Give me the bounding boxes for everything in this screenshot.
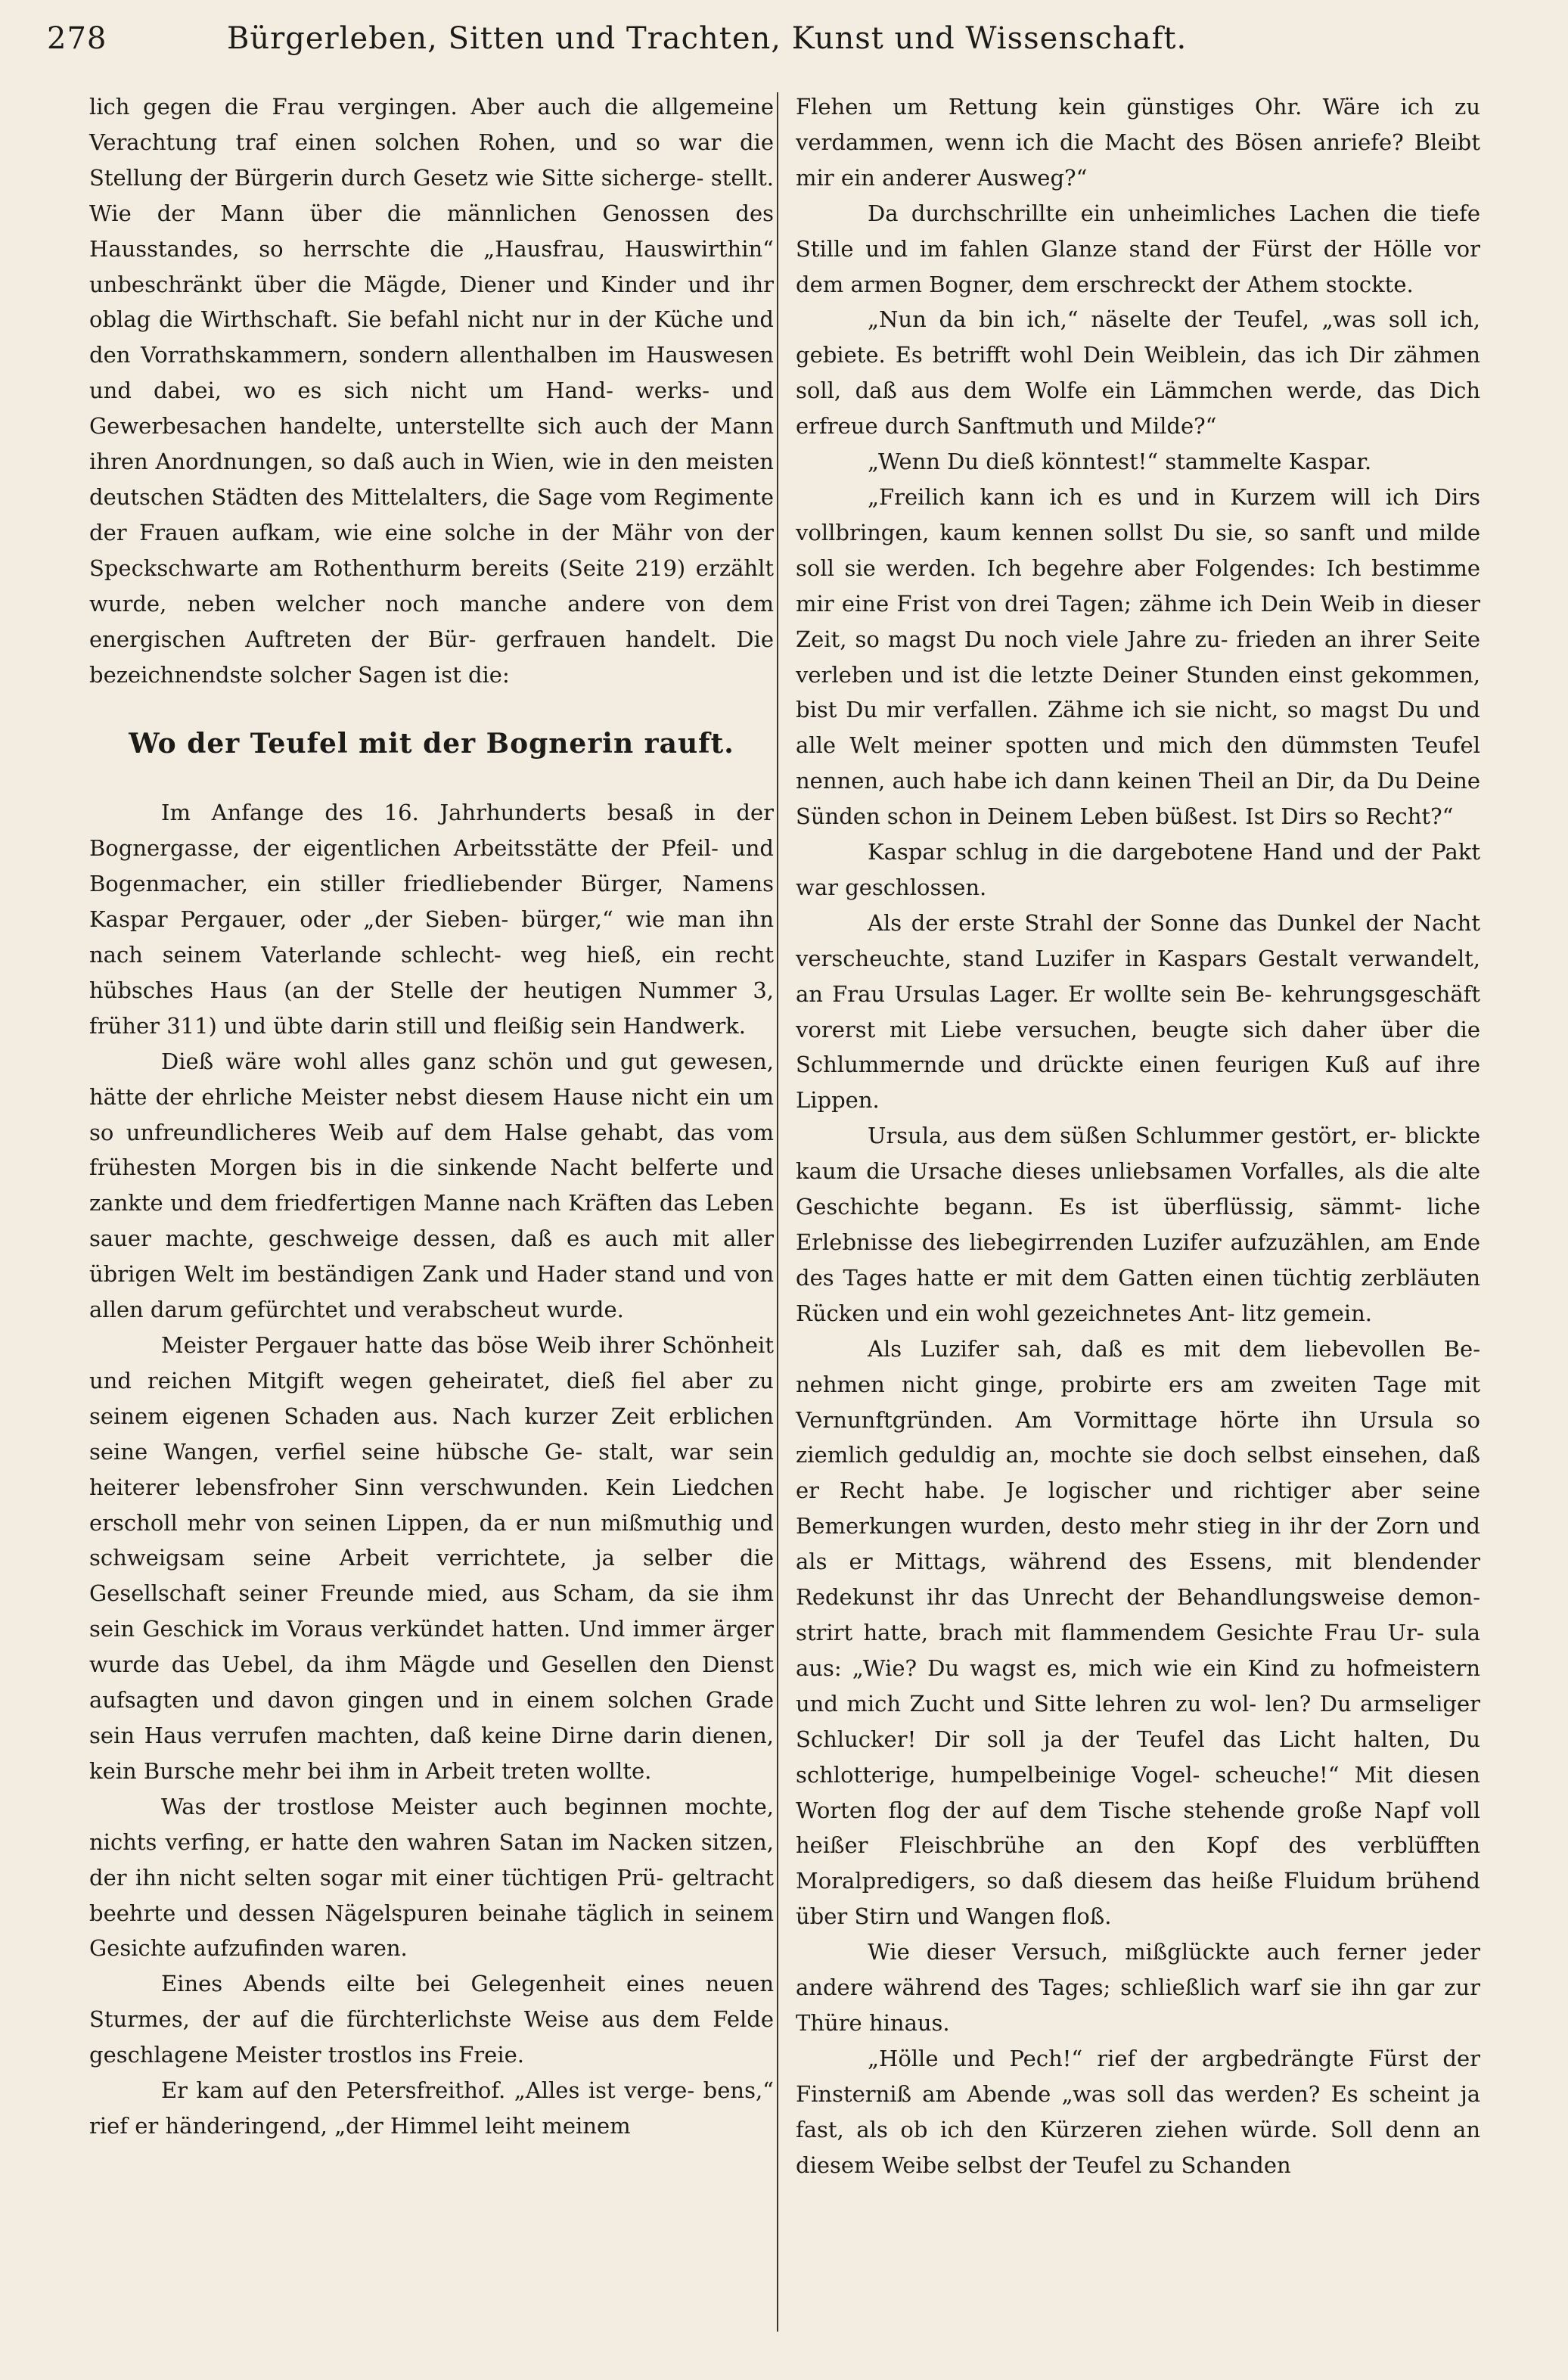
paragraph: Als Luzifer sah, daß es mit dem liebevollen Be- nehmen nicht ginge, probirte ers am zweiten Tage mit Vernunftgründen. Am Vormittage hörte ihn Ursula so ziemlich geduldig an, mochte sie doch selbst einsehen, daß er Recht habe. Je logischer und richtiger aber seine Bemerkungen wurden, desto mehr stieg in ihr der Zorn und als er Mittags, während des Essens, mit blendender Redekunst ihr das Unrecht der Behandlungsweise demon- strirt hatte, brach mit flammendem Gesichte Frau Ur- sula aus: „Wie? Du wagst es, mich wie ein Kind zu hofmeistern und mich Zucht und Sitte lehren zu wol- len? Du armseliger Schlucker! Dir soll ja der Teufel das Licht halten, Du schlotterige, humpelbeinige Vogel- scheuche!“ Mit diesen Worten flog der auf dem Tische stehende große Napf voll heißer Fleischbrühe an den Kopf des verblüfften Moralpredigers, so daß diesem das heiße Fluidum brühend über Stirn und Wangen floß. bbox=[796, 1335, 1480, 1930]
paragraph: Eines Abends eilte bei Gelegenheit eines neuen Sturmes, der auf die fürchterlichste Weise aus dem Felde geschlagene Meister trostlos ins Freie. bbox=[89, 1971, 774, 2068]
paragraph: „Nun da bin ich,“ näselte der Teufel, „was soll ich, gebiete. Es betrifft wohl Dein Weiblein, das ich Dir zähmen soll, daß aus dem Wolfe ein Lämmchen werde, das Dich erfreue durch Sanftmuth und Milde?“ bbox=[796, 306, 1480, 440]
paragraph: Wie dieser Versuch, mißglückte auch ferner jeder andere während des Tages; schließlich warf sie ihn gar zur Thüre hinaus. bbox=[796, 1939, 1480, 2036]
paragraph: Im Anfange des 16. Jahrhunderts besaß in der Bognergasse, der eigentlichen Arbeitsstätte der Pfeil- und Bogenmacher, ein stiller friedliebender Bürger, Namens Kaspar Pergauer, oder „der Sieben- bürger,“ wie man ihn nach seinem Vaterlande schlecht- weg hieß, ein recht hübsches Haus (an der Stelle der heutigen Nummer 3, früher 311) und übte darin still und fleißig sein Handwerk. bbox=[89, 800, 774, 1039]
paragraph: Als der erste Strahl der Sonne das Dunkel der Nacht verscheuchte, stand Luzifer in Kaspars Gestalt verwandelt, an Frau Ursulas Lager. Er wollte sein Be- kehrungsgeschäft vorerst mit Liebe versuchen, beugte sich daher über die Schlummernde und drückte einen feurigen Kuß auf ihre Lippen. bbox=[796, 909, 1480, 1114]
paragraph: „Wenn Du dieß könntest!“ stammelte Kaspar. bbox=[868, 449, 1372, 475]
paragraph: „Hölle und Pech!“ rief der argbedrängte Fürst der Finsterniß am Abende „was soll das werden? Es scheint ja fast, als ob ich den Kürzeren ziehen würde. Soll denn an diesem Weibe selbst der Teufel zu Schanden bbox=[796, 2045, 1480, 2178]
left-column bbox=[89, 89, 774, 2144]
paragraph: Meister Pergauer hatte das böse Weib ihrer Schönheit und reichen Mitgift wegen geheiratet, dieß fiel aber zu seinem eigenen Schaden aus. Nach kurzer Zeit erblichen seine Wangen, verfiel seine hübsche Ge- stalt, war sein heiterer lebensfroher Sinn verschwunden. Kein Liedchen erscholl mehr von seinen Lippen, da er nun mißmuthig und schweigsam seine Arbeit verrichtete, ja selber die Gesellschaft seiner Freunde mied, aus Scham, da sie ihm sein Geschick im Voraus verkündet hatten. Und immer ärger wurde das Uebel, da ihm Mägde und Gesellen den Dienst aufsagten und davon gingen und in einem solchen Grade sein Haus verrufen machten, daß keine Dirne darin dienen, kein Bursche mehr bei ihm in Arbeit treten wollte. bbox=[89, 1332, 774, 1784]
paragraph: Er kam auf den Petersfreithof. „Alles ist verge- bens,“ rief er händeringend, „der Himmel leiht meinem bbox=[89, 2077, 774, 2139]
paragraph: Da durchschrillte ein unheimliches Lachen die tiefe Stille und im fahlen Glanze stand der Fürst der Hölle vor dem armen Bogner, dem erschreckt der Athem stockte. bbox=[796, 200, 1480, 297]
paragraph: Was der trostlose Meister auch beginnen mochte, nichts verfing, er hatte den wahren Satan im Nacken sitzen, der ihn nicht selten sogar mit einer tüchtigen Prü- geltracht beehrte und dessen Nägelspuren beinahe täglich in seinem Gesichte aufzufinden waren. bbox=[89, 1793, 774, 1962]
column-rule bbox=[777, 92, 778, 2332]
paragraph: Kaspar schlug in die dargebotene Hand und der Pakt war geschlossen. bbox=[796, 839, 1480, 900]
section-title: Wo der Teufel mit der Bognerin rauft. bbox=[129, 728, 734, 760]
page-number: 278 bbox=[47, 21, 107, 56]
running-head: Bürgerleben, Sitten und Trachten, Kunst und Wissenschaft. bbox=[227, 21, 1188, 56]
paragraph: Dieß wäre wohl alles ganz schön und gut gewesen, hätte der ehrliche Meister nebst diesem Hause nicht ein um so unfreundlicheres Weib auf dem Halse gehabt, das vom frühesten Morgen bis in die sinkende Nacht belferte und zankte und dem friedfertigen Manne nach Kräften das Leben sauer machte, geschweige dessen, daß es auch mit aller übrigen Welt im beständigen Zank und Hader stand und von allen darum gefürchtet und verabscheut wurde. bbox=[89, 1048, 774, 1323]
right-column bbox=[796, 89, 1480, 2183]
paragraph: lich gegen die Frau vergingen. Aber auch die allgemeine Verachtung traf einen solchen Rohen, und so war die Stellung der Bürgerin durch Gesetz wie Sitte sicherge- stellt. Wie der Mann über die männlichen Genossen des Hausstandes, so herrschte die „Hausfrau, Hauswirthin“ unbeschränkt über die Mägde, Diener und Kinder und ihr oblag die Wirthschaft. Sie befahl nicht nur in der Küche und den Vorrathskammern, sondern allenthalben im Hauswesen und dabei, wo es sich nicht um Hand- werks- und Gewerbesachen handelte, unterstellte sich auch der Mann ihren Anordnungen, so daß auch in Wien, wie in den meisten deutschen Städten des Mittelalters, die Sage vom Regimente der Frauen aufkam, wie eine solche in der Mähr von der Speckschwarte am Rothenthurm bereits (Seite 219) erzählt wurde, neben welcher noch manche andere von dem energischen Auftreten der Bür- gerfrauen handelt. Die bezeichnendste solcher Sagen ist die: bbox=[89, 94, 774, 688]
paragraph: Ursula, aus dem süßen Schlummer gestört, er- blickte kaum die Ursache dieses unliebsamen Vorfalles, als die alte Geschichte begann. Es ist überflüssig, sämmt- liche Erlebnisse des liebegirrenden Luzifer aufzuzählen, am Ende des Tages hatte er mit dem Gatten einen tüchtig zerbläuten Rücken und ein wohl gezeichnetes Ant- litz gemein. bbox=[796, 1123, 1480, 1326]
paragraph: Flehen um Rettung kein günstiges Ohr. Wäre ich zu verdammen, wenn ich die Macht des Bösen anriefe? Bleibt mir ein anderer Ausweg?“ bbox=[796, 94, 1480, 191]
paragraph: „Freilich kann ich es und in Kurzem will ich Dirs vollbringen, kaum kennen sollst Du sie, so sanft und milde soll sie werden. Ich begehre aber Folgendes: Ich bestimme mir eine Frist von drei Tagen; zähme ich Dein Weib in dieser Zeit, so magst Du noch viele Jahre zu- frieden an ihrer Seite verleben und ist die letzte Deiner Stunden einst gekommen, bist Du mir verfallen. Zähme ich sie nicht, so magst Du und alle Welt meiner spotten und mich den dümmsten Teufel nennen, auch habe ich dann keinen Theil an Dir, da Du Deine Sünden schon in Deinem Leben büßest. Ist Dirs so Recht?“ bbox=[796, 483, 1480, 830]
